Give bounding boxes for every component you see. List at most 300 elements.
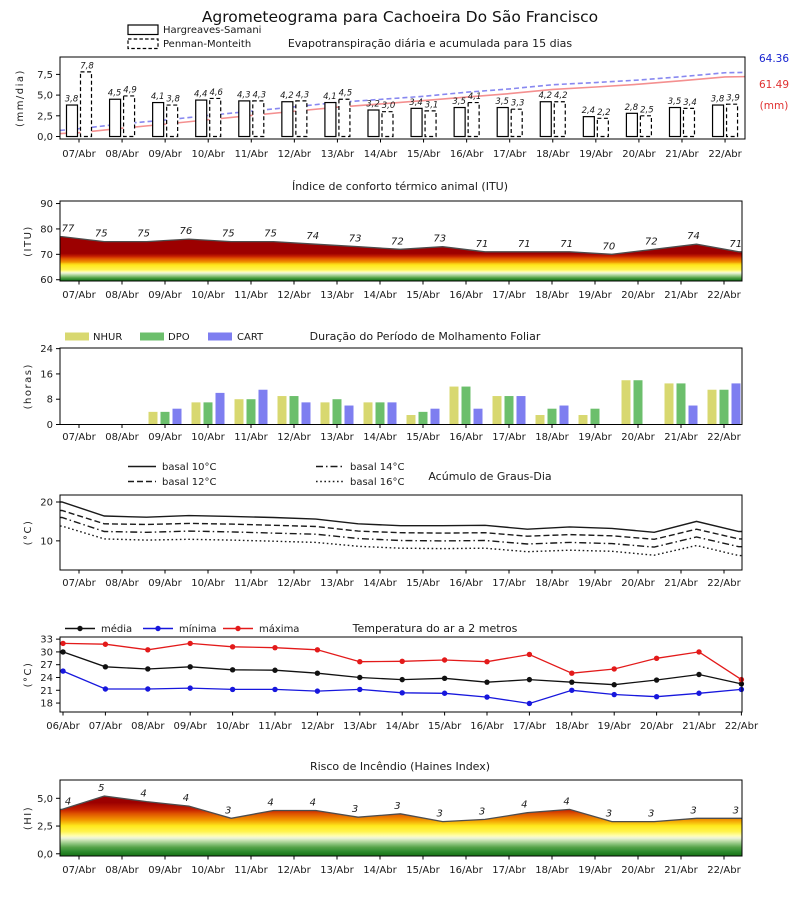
bar-value-label: 3,1 — [424, 100, 439, 111]
y-tick-label: 5,0 — [37, 90, 53, 102]
data-point — [145, 686, 150, 691]
y-axis-label-evapo: (mm/dia) — [15, 69, 26, 127]
bar-value-label: 4,1 — [323, 92, 337, 103]
data-point — [739, 677, 744, 682]
x-tick-label: 22/Abr — [708, 149, 742, 160]
bar — [296, 101, 307, 137]
x-tick-label: 12/Abr — [300, 721, 335, 732]
x-tick-label: 18/Abr — [535, 578, 569, 589]
y-tick-label: 0 — [46, 420, 53, 431]
bar-value-label: 3,3 — [510, 98, 525, 109]
point-label: 3 — [605, 808, 613, 820]
bar — [253, 101, 264, 137]
legend-label-basal-14-c: basal 14°C — [350, 462, 405, 473]
y-axis-label-itu: (ITU) — [23, 225, 34, 257]
x-tick-label: 13/Abr — [320, 865, 354, 876]
data-point — [569, 679, 574, 684]
bar-value-label: 4,1 — [467, 92, 482, 103]
bars-dpo — [161, 380, 729, 424]
chart-molhamento — [23, 330, 742, 443]
legend-marker-m-dia — [77, 626, 82, 631]
bar — [196, 100, 207, 136]
y-tick-label: 24 — [40, 672, 53, 684]
chart-title-molhamento: Duração do Período de Molhamento Foliar — [309, 330, 541, 343]
bar — [732, 383, 741, 424]
x-tick-label: 21/Abr — [664, 578, 698, 589]
point-label: 3 — [732, 805, 739, 817]
point-label: 74 — [687, 231, 700, 243]
x-tick-label: 07/Abr — [88, 721, 123, 732]
point-label: 75 — [94, 228, 108, 240]
x-tick-label: 21/Abr — [682, 721, 716, 732]
bar — [554, 102, 565, 137]
point-label: 4 — [64, 796, 72, 808]
data-point — [230, 667, 235, 672]
x-tick-label: 20/Abr — [621, 290, 655, 301]
point-label: 76 — [179, 226, 193, 238]
x-tick-label: 15/Abr — [406, 149, 441, 160]
bar — [173, 409, 182, 425]
chart-grausdia — [23, 462, 742, 589]
point-label: 72 — [644, 236, 658, 248]
chart-haines — [23, 760, 742, 876]
legend-label-m-xima: máxima — [259, 624, 300, 635]
bar-value-label: 3,5 — [495, 97, 509, 108]
legend-label-basal-16-c: basal 16°C — [350, 477, 405, 488]
bar — [161, 412, 170, 425]
bar — [239, 101, 250, 137]
data-point — [612, 666, 617, 671]
bar — [368, 110, 379, 137]
bar-value-label: 3,5 — [452, 97, 466, 108]
bar — [669, 108, 680, 137]
data-point — [696, 691, 701, 696]
legend-label-penman-monteith: Penman-Monteith — [163, 39, 252, 50]
bar — [425, 111, 436, 137]
bar — [364, 402, 373, 424]
y-tick-label: 10 — [40, 536, 53, 548]
data-point — [612, 692, 617, 697]
x-tick-label: 10/Abr — [215, 721, 250, 732]
x-tick-label: 12/Abr — [277, 432, 311, 443]
y-axis-label-grausdia: (°C) — [23, 519, 34, 546]
bar — [683, 108, 694, 136]
data-point — [400, 677, 405, 682]
bar — [345, 406, 354, 425]
point-label: 4 — [140, 788, 147, 800]
x-tick-label: 08/Abr — [105, 149, 139, 160]
point-label: 71 — [560, 238, 573, 250]
legend-swatch-cart — [208, 333, 232, 341]
x-tick-label: 19/Abr — [578, 865, 612, 876]
legend-label-nhur: NHUR — [93, 332, 123, 343]
y-tick-label: 90 — [40, 199, 53, 211]
bar — [665, 383, 674, 424]
y-tick-label: 70 — [40, 249, 53, 261]
x-tick-label: 20/Abr — [621, 865, 655, 876]
bar — [210, 98, 221, 136]
x-tick-label: 18/Abr — [535, 290, 569, 301]
bar — [192, 402, 201, 424]
point-label: 3 — [648, 808, 655, 820]
x-tick-label: 17/Abr — [512, 721, 547, 732]
bar — [505, 396, 514, 424]
bar-value-label: 3,8 — [64, 94, 79, 105]
gradient-area — [60, 796, 742, 856]
x-tick-label: 21/Abr — [664, 290, 698, 301]
bar — [333, 399, 342, 424]
bar — [235, 399, 244, 424]
data-point — [527, 652, 532, 657]
bar — [124, 96, 135, 137]
bar — [382, 112, 393, 137]
x-tick-label: 12/Abr — [277, 149, 312, 160]
legend-swatch-hargreaves-samani — [128, 25, 158, 35]
x-tick-label: 13/Abr — [320, 578, 354, 589]
data-point — [272, 668, 277, 673]
penman-accumulated-total: 64.36 — [758, 53, 790, 65]
bar-value-label: 3,2 — [366, 99, 380, 110]
data-point — [442, 657, 447, 662]
x-tick-label: 08/Abr — [105, 290, 139, 301]
data-point — [315, 688, 320, 693]
y-tick-label: 0,0 — [37, 132, 53, 144]
x-tick-label: 19/Abr — [578, 432, 612, 443]
data-point — [230, 644, 235, 649]
page-title: Agrometeograma para Cachoeira Do São Francisco — [201, 8, 599, 26]
x-tick-label: 14/Abr — [363, 432, 397, 443]
data-point — [315, 671, 320, 676]
y-tick-label: 2,5 — [37, 111, 53, 123]
data-point — [696, 649, 701, 654]
bar — [591, 409, 600, 425]
legend-swatch-penman-monteith — [128, 39, 158, 49]
x-tick-label: 10/Abr — [191, 432, 225, 443]
x-tick-label: 14/Abr — [363, 149, 398, 160]
bar — [511, 109, 522, 136]
chart-temperatura — [23, 622, 759, 732]
x-tick-label: 10/Abr — [191, 578, 225, 589]
bar — [321, 402, 330, 424]
y-tick-label: 0,0 — [37, 849, 53, 861]
x-tick-label: 10/Abr — [191, 865, 225, 876]
bar-value-label: 4,5 — [338, 88, 353, 99]
y-tick-label: 24 — [40, 344, 53, 356]
point-label: 74 — [306, 231, 320, 243]
bar — [583, 117, 594, 137]
x-tick-label: 08/Abr — [131, 721, 165, 732]
x-tick-label: 07/Abr — [62, 432, 96, 443]
x-tick-label: 21/Abr — [664, 432, 698, 443]
bar — [302, 402, 311, 424]
point-label: 5 — [98, 783, 105, 795]
x-tick-label: 06/Abr — [46, 721, 80, 732]
x-tick-label: 16/Abr — [449, 578, 483, 589]
bar-value-label: 4,1 — [150, 92, 165, 103]
legend-swatch-nhur — [65, 333, 89, 341]
data-point — [103, 664, 108, 669]
series-m-xima — [60, 641, 744, 683]
bar — [376, 402, 385, 424]
bar-value-label: 4,4 — [193, 89, 208, 100]
x-tick-label: 13/Abr — [343, 721, 377, 732]
bar — [153, 103, 164, 137]
data-point — [654, 694, 659, 699]
axes-grausdia — [56, 502, 724, 574]
data-point — [739, 687, 744, 692]
point-label: 3 — [436, 808, 443, 820]
bar — [247, 399, 256, 424]
bar — [167, 105, 178, 136]
y-tick-label: 18 — [40, 698, 53, 710]
bar — [462, 387, 471, 425]
legend-molhamento — [65, 332, 264, 343]
x-tick-label: 17/Abr — [492, 865, 526, 876]
bar — [81, 72, 92, 137]
bar — [149, 412, 158, 425]
chart-title-temperatura: Temperatura do ar a 2 metros — [352, 622, 518, 635]
y-tick-label: 2,5 — [37, 821, 53, 833]
data-point — [696, 672, 701, 677]
bar-value-label: 4,3 — [295, 90, 310, 101]
y-tick-label: 21 — [40, 685, 53, 697]
bar — [626, 113, 637, 136]
x-tick-label: 14/Abr — [363, 578, 397, 589]
chart-title-evapo: Evapotranspiração diária e acumulada para 15 dias — [287, 37, 573, 50]
bar — [468, 103, 479, 137]
y-tick-label: 80 — [40, 224, 53, 236]
x-tick-label: 17/Abr — [492, 578, 526, 589]
bar — [689, 406, 698, 425]
data-point — [400, 690, 405, 695]
bar-value-label: 3,9 — [726, 93, 740, 104]
x-tick-label: 19/Abr — [578, 578, 612, 589]
data-point — [612, 682, 617, 687]
x-tick-label: 22/Abr — [707, 290, 741, 301]
legend-temperatura — [65, 623, 299, 635]
x-tick-label: 13/Abr — [320, 149, 355, 160]
x-tick-label: 08/Abr — [105, 578, 139, 589]
chart-itu — [23, 180, 742, 301]
data-point — [527, 677, 532, 682]
data-point — [400, 659, 405, 664]
bar — [110, 99, 121, 136]
x-tick-label: 18/Abr — [555, 721, 589, 732]
data-point — [569, 688, 574, 693]
point-label: 4 — [182, 793, 190, 805]
x-tick-label: 18/Abr — [535, 432, 569, 443]
bar-value-label: 4,5 — [107, 88, 122, 99]
bar-value-label: 7,8 — [80, 61, 94, 72]
data-point — [654, 656, 659, 661]
bar — [493, 396, 502, 424]
bar — [640, 116, 651, 137]
x-tick-label: 10/Abr — [191, 290, 225, 301]
bar — [597, 118, 608, 136]
data-point — [103, 686, 108, 691]
x-tick-label: 17/Abr — [492, 290, 526, 301]
data-point — [484, 679, 489, 684]
data-point — [357, 687, 362, 692]
x-tick-label: 15/Abr — [406, 865, 440, 876]
bar-value-label: 4,2 — [554, 91, 568, 102]
data-point — [569, 671, 574, 676]
bar — [727, 104, 738, 136]
point-label: 4 — [267, 797, 274, 809]
x-tick-label: 16/Abr — [470, 721, 504, 732]
data-point — [654, 677, 659, 682]
x-tick-label: 20/Abr — [621, 578, 655, 589]
bar — [411, 108, 422, 136]
x-tick-label: 09/Abr — [173, 721, 207, 732]
y-tick-label: 33 — [40, 634, 53, 646]
y-tick-label: 60 — [40, 275, 53, 287]
bar — [388, 402, 397, 424]
point-label: 4 — [309, 797, 316, 809]
data-point — [442, 676, 447, 681]
legend-label-m-dia: média — [101, 624, 133, 635]
bar — [540, 102, 551, 137]
series-m-nima — [60, 668, 744, 706]
x-tick-label: 07/Abr — [62, 149, 96, 160]
accumulated-unit-label: (mm) — [759, 100, 789, 112]
point-label: 71 — [517, 238, 531, 250]
x-tick-label: 16/Abr — [449, 149, 484, 160]
x-tick-label: 07/Abr — [62, 865, 96, 876]
point-label: 3 — [351, 804, 359, 816]
data-point — [484, 659, 489, 664]
x-tick-label: 09/Abr — [148, 865, 182, 876]
y-tick-label: 5,0 — [37, 793, 53, 805]
bar — [713, 105, 724, 136]
bar-value-label: 3,5 — [667, 97, 682, 108]
y-axis-label-molhamento: (horas) — [23, 363, 34, 410]
bar-value-label: 4,3 — [252, 90, 267, 101]
bar-value-label: 4,2 — [538, 91, 553, 102]
bar — [419, 412, 428, 425]
data-point — [188, 685, 193, 690]
x-tick-label: 16/Abr — [449, 290, 483, 301]
data-point — [315, 647, 320, 652]
bar-value-label: 2,4 — [581, 106, 596, 117]
series-m-dia — [60, 649, 744, 687]
line-basal-12-c — [60, 511, 742, 540]
legend-grausdia — [128, 462, 404, 488]
bar — [517, 396, 526, 424]
data-point — [357, 675, 362, 680]
data-point — [272, 645, 277, 650]
x-tick-label: 09/Abr — [148, 432, 182, 443]
x-tick-label: 09/Abr — [148, 290, 182, 301]
x-tick-label: 20/Abr — [621, 432, 655, 443]
y-tick-label: 30 — [40, 647, 53, 659]
x-tick-label: 18/Abr — [536, 149, 570, 160]
y-axis-label-haines: (HI) — [23, 805, 34, 831]
point-label: 3 — [690, 805, 697, 817]
x-tick-label: 17/Abr — [492, 432, 526, 443]
y-tick-label: 8 — [46, 394, 53, 406]
chart-title-itu: Índice de conforto térmico animal (ITU) — [291, 180, 509, 193]
legend-swatch-dpo — [140, 333, 164, 341]
x-tick-label: 15/Abr — [406, 432, 440, 443]
bar — [278, 396, 287, 424]
legend-label-m-nima: mínima — [179, 624, 217, 635]
bar-value-label: 4,3 — [237, 90, 251, 101]
bar — [67, 105, 78, 136]
x-tick-label: 12/Abr — [277, 290, 311, 301]
x-tick-label: 19/Abr — [579, 149, 613, 160]
x-tick-label: 13/Abr — [320, 432, 354, 443]
point-label: 4 — [521, 799, 528, 811]
bar — [431, 409, 440, 425]
x-tick-label: 15/Abr — [406, 578, 440, 589]
x-tick-label: 16/Abr — [449, 432, 483, 443]
bar — [474, 409, 483, 425]
x-tick-label: 11/Abr — [258, 721, 292, 732]
x-tick-label: 22/Abr — [707, 865, 741, 876]
x-tick-label: 21/Abr — [664, 865, 698, 876]
x-tick-label: 07/Abr — [62, 578, 96, 589]
legend-label-basal-10-c: basal 10°C — [162, 462, 217, 473]
x-tick-label: 14/Abr — [363, 865, 397, 876]
point-label: 75 — [221, 228, 235, 240]
x-tick-label: 11/Abr — [234, 578, 268, 589]
data-point — [145, 647, 150, 652]
bar — [548, 409, 557, 425]
x-tick-label: 11/Abr — [234, 149, 268, 160]
x-tick-label: 18/Abr — [535, 865, 569, 876]
x-tick-label: 21/Abr — [665, 149, 699, 160]
x-tick-label: 15/Abr — [427, 721, 462, 732]
y-tick-label: 16 — [40, 369, 53, 381]
bar — [634, 380, 643, 424]
bar — [407, 415, 416, 424]
point-label: 4 — [563, 796, 570, 808]
x-tick-label: 08/Abr — [105, 865, 139, 876]
point-label: 3 — [478, 806, 486, 818]
x-tick-label: 13/Abr — [320, 290, 354, 301]
data-point — [230, 687, 235, 692]
point-label: 70 — [602, 241, 616, 253]
bar-value-label: 3,4 — [409, 97, 423, 108]
point-label: 71 — [729, 238, 743, 250]
point-label: 3 — [225, 805, 232, 817]
x-tick-label: 22/Abr — [724, 721, 759, 732]
bar — [454, 108, 465, 137]
data-point — [272, 687, 277, 692]
x-tick-label: 20/Abr — [622, 149, 656, 160]
x-tick-label: 16/Abr — [449, 865, 483, 876]
bar-value-label: 3,8 — [710, 94, 725, 105]
bar — [282, 102, 293, 137]
bar — [290, 396, 299, 424]
chart-title-haines: Risco de Incêndio (Haines Index) — [309, 760, 491, 773]
x-tick-label: 14/Abr — [363, 290, 397, 301]
point-label: 72 — [391, 236, 404, 248]
bar — [325, 103, 336, 137]
x-tick-label: 17/Abr — [492, 149, 527, 160]
x-tick-label: 14/Abr — [385, 721, 419, 732]
bar-value-label: 2,8 — [624, 102, 639, 113]
bar-value-label: 3,0 — [381, 101, 396, 112]
bar — [204, 402, 213, 424]
line-basal-10-c — [60, 502, 742, 532]
legend-marker-m-xima — [235, 626, 240, 631]
bar — [560, 406, 569, 425]
bar-value-label: 3,8 — [166, 94, 180, 105]
legend-label-basal-12-c: basal 12°C — [162, 477, 217, 488]
data-point — [188, 641, 193, 646]
